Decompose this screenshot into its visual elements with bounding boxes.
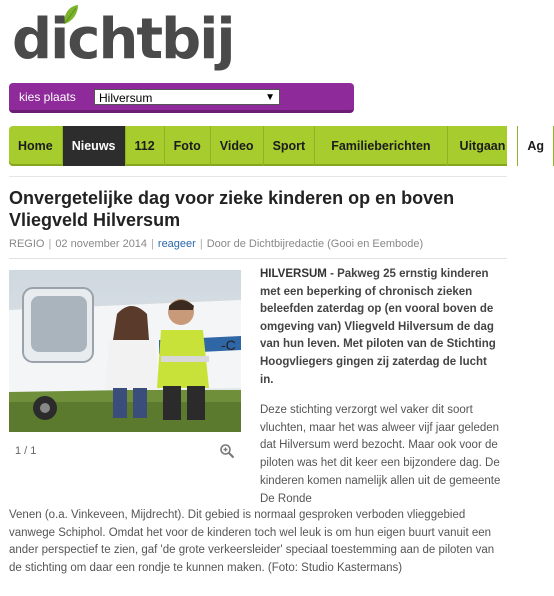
logo-wordmark: dichtbij	[12, 7, 234, 72]
photo-counter: 1 / 1	[15, 445, 37, 457]
article-meta: REGIO | 02 november 2014 | reageer | Door de Dichtbijredactie (Gooi en Eembode)	[9, 238, 424, 250]
nav-item-112[interactable]: 112	[126, 126, 165, 166]
nav-item-familieberichten[interactable]: Familieberichten	[315, 126, 447, 166]
article-photo[interactable]	[9, 270, 241, 432]
nav-item-sport[interactable]: Sport	[264, 126, 316, 166]
article-lead	[260, 266, 502, 389]
divider	[9, 258, 507, 259]
chevron-down-icon: ▼	[265, 92, 275, 103]
article-date: 02 november 2014	[55, 238, 148, 250]
nav-item-agenda[interactable]: Ag	[518, 126, 554, 166]
divider	[9, 176, 507, 177]
article-body-part2: Venen (o.a. Vinkeveen, Mijdrecht). Dit gebied is normaal gesproken verboden vlieggebied vanwege Schiphol. Omdat het voor de kinderen toch wel leuk is om hun eigen buurt vanuit een ander perspectief te zien, gaf 'de grote verkeersleider' speciaal toestemming aan de piloten van de stichting om daar een rondje te kunnen maken. (Foto: Studio Kastermans)	[9, 509, 495, 575]
article-category: REGIO	[9, 238, 45, 250]
nav-item-foto[interactable]: Foto	[165, 126, 211, 166]
nav-item-nieuws[interactable]: Nieuws	[63, 126, 126, 166]
location-selected-value: Hilversum	[99, 91, 153, 105]
lead-place: HILVERSUM	[260, 268, 327, 280]
article-title: Onvergetelijke dag voor zieke kinderen op en boven Vliegveld Hilversum	[9, 188, 455, 230]
article-body-part1: Deze stichting verzorgt wel vaker dit soort vluchten, maar het was alweer vijf jaar geleden dat Hilversum werd bezocht. Maar ook voor de piloten was het dit keer een bijzondere dag. De kinderen komen namelijk allen uit de gemeente De Ronde	[260, 404, 501, 505]
article-author: Door de Dichtbijredactie (Gooi en Eembode)	[206, 238, 424, 250]
nav-item-home[interactable]: Home	[9, 126, 63, 166]
nav-item-uitgaan[interactable]: Uitgaan	[448, 126, 519, 166]
react-link[interactable]: reageer	[157, 238, 196, 250]
photo-controls	[9, 442, 241, 462]
location-bar	[9, 83, 354, 113]
site-logo[interactable]	[12, 4, 262, 76]
svg-text:-C: -C	[221, 337, 236, 353]
zoom-in-icon[interactable]	[219, 443, 235, 459]
nav-item-video[interactable]: Video	[211, 126, 264, 166]
location-label: kies plaats	[19, 90, 76, 104]
location-select[interactable]	[94, 89, 280, 105]
photo-image	[9, 270, 241, 432]
lead-text: - Pakweg 25 ernstig kinderen met een beperking of chronisch zieken beleefden zaterdag op (en vooral boven de omgeving van) Vliegveld Hilversum de dag van hun leven. Met piloten van de Stichting Hoogvliegers gingen zij zaterdag de lucht in.	[260, 268, 496, 386]
main-nav	[9, 126, 545, 166]
